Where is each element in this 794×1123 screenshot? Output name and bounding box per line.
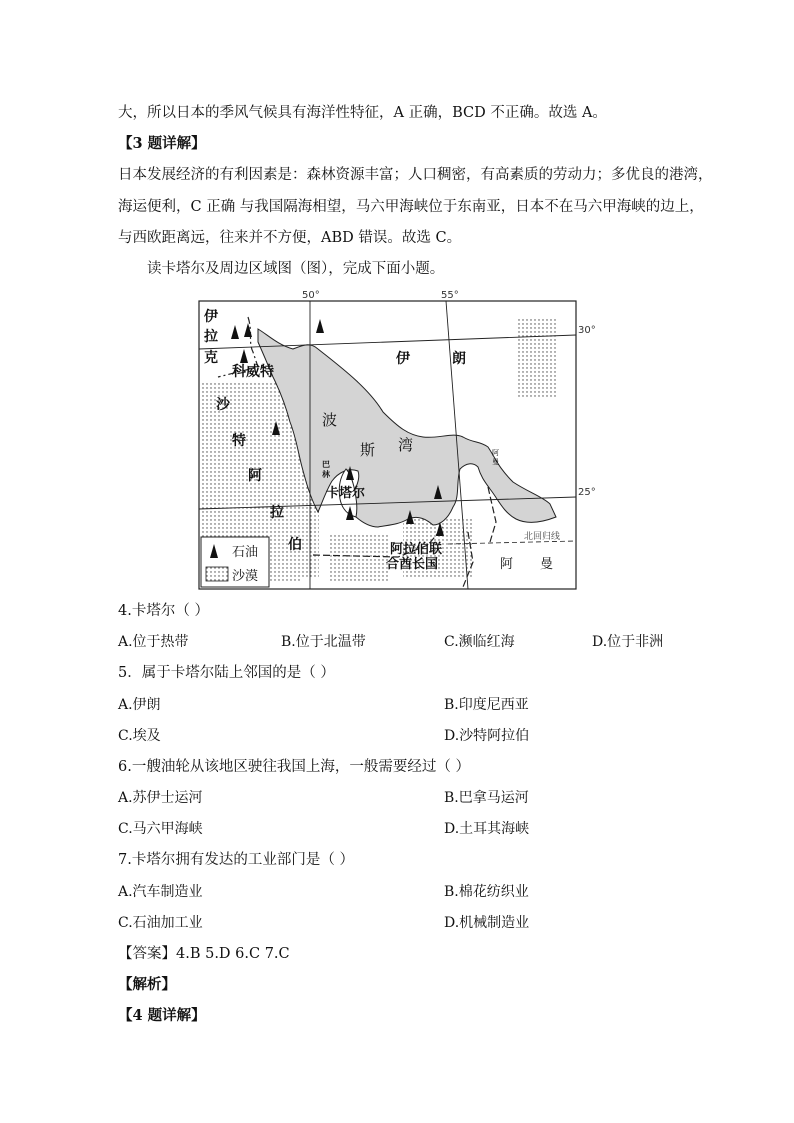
label-iraq-1: 伊 bbox=[204, 309, 218, 325]
q3-line-3: 与西欧距离远，往来并不方便，ABD 错误。故选 C。 bbox=[118, 230, 462, 246]
q6-option-c: C.马六甲海峡 bbox=[118, 821, 203, 837]
label-iraq-2: 拉 bbox=[204, 329, 218, 345]
label-kuwait: 科威特 bbox=[232, 364, 274, 380]
label-saudi-2: 特 bbox=[232, 433, 246, 449]
label-oman-2: 曼 bbox=[540, 557, 554, 572]
q7-option-d: D.机械制造业 bbox=[444, 915, 530, 931]
label-gulf-1: 波 bbox=[322, 411, 338, 429]
q4-stem: 4.卡塔尔（ ） bbox=[118, 603, 209, 619]
label-iran-1: 伊 bbox=[396, 351, 410, 367]
map-intro: 读卡塔尔及周边区域图（图），完成下面小题。 bbox=[147, 261, 445, 277]
q7-option-a: A.汽车制造业 bbox=[118, 884, 203, 900]
label-bahrain-2: 林 bbox=[322, 470, 330, 479]
lon-label-50: 50° bbox=[302, 290, 320, 301]
q3-header: 【3 题详解】 bbox=[118, 135, 206, 152]
lat-label-25: 25° bbox=[578, 487, 596, 498]
legend-desert-swatch bbox=[206, 567, 228, 581]
label-qatar: 卡塔尔 bbox=[326, 486, 366, 501]
lat-label-30: 30° bbox=[578, 325, 596, 336]
q5-option-d: D.沙特阿拉伯 bbox=[444, 728, 530, 744]
label-saudi-1: 沙 bbox=[216, 397, 230, 413]
q3-line-1: 日本发展经济的有利因素是：森林资源丰富；人口稠密，有高素质的劳动力；多优良的港湾， bbox=[118, 167, 713, 183]
label-uae-2: 合酋长国 bbox=[386, 557, 439, 572]
q6-stem: 6.一艘油轮从该地区驶往我国上海，一般需要经过（ ） bbox=[118, 759, 470, 775]
q3-line-2: 海运便利，C 正确 与我国隔海相望，马六甲海峡位于东南亚，日本不在马六甲海峡的边上， bbox=[118, 199, 704, 215]
answer-line: 【答案】4.B 5.D 6.C 7.C bbox=[118, 946, 290, 962]
q4-option-d: D.位于非洲 bbox=[592, 634, 664, 650]
label-saudi-5: 伯 bbox=[288, 537, 302, 553]
qatar-region-map bbox=[198, 287, 596, 592]
q6-option-d: D.土耳其海峡 bbox=[444, 821, 530, 837]
analysis-header: 【解析】 bbox=[118, 976, 176, 993]
label-oman-north-1: 阿 bbox=[492, 449, 499, 457]
lon-label-55: 55° bbox=[441, 290, 459, 301]
paragraph-end: 大，所以日本的季风气候具有海洋性特征，A 正确，BCD 不正确。故选 A。 bbox=[118, 105, 607, 121]
q6-option-b: B.巴拿马运河 bbox=[444, 790, 529, 806]
q7-option-c: C.石油加工业 bbox=[118, 915, 203, 931]
label-iraq-3: 克 bbox=[204, 350, 218, 366]
legend-oil-label: 石油 bbox=[232, 545, 259, 560]
q5-option-a: A.伊朗 bbox=[118, 697, 161, 713]
q5-option-b: B.印度尼西亚 bbox=[444, 697, 529, 713]
label-gulf-2: 斯 bbox=[360, 441, 376, 459]
label-uae-1: 阿拉伯联 bbox=[390, 542, 443, 557]
label-gulf-3: 湾 bbox=[398, 436, 414, 454]
q5-option-c: C.埃及 bbox=[118, 728, 161, 744]
label-bahrain-1: 巴 bbox=[322, 460, 330, 469]
q6-option-a: A.苏伊士运河 bbox=[118, 790, 203, 806]
desert-area bbox=[516, 317, 556, 397]
q4-option-b: B.位于北温带 bbox=[281, 634, 366, 650]
label-saudi-3: 阿 bbox=[248, 468, 262, 484]
q4-option-a: A.位于热带 bbox=[118, 634, 189, 650]
label-saudi-4: 拉 bbox=[270, 505, 284, 521]
label-oman-1: 阿 bbox=[500, 557, 514, 572]
q7-option-b: B.棉花纺织业 bbox=[444, 884, 529, 900]
q4-detail-header: 【4 题详解】 bbox=[118, 1007, 206, 1024]
label-iran-2: 朗 bbox=[452, 351, 466, 367]
q7-stem: 7.卡塔尔拥有发达的工业部门是（ ） bbox=[118, 852, 354, 868]
label-tropic: 北回归线 bbox=[524, 532, 561, 542]
desert-area bbox=[328, 535, 388, 583]
label-oman-north-2: 曼 bbox=[492, 458, 499, 466]
legend-desert-label: 沙漠 bbox=[232, 569, 259, 584]
q5-stem: 5．属于卡塔尔陆上邻国的是（ ） bbox=[118, 665, 335, 681]
q4-option-c: C.濒临红海 bbox=[444, 634, 515, 650]
